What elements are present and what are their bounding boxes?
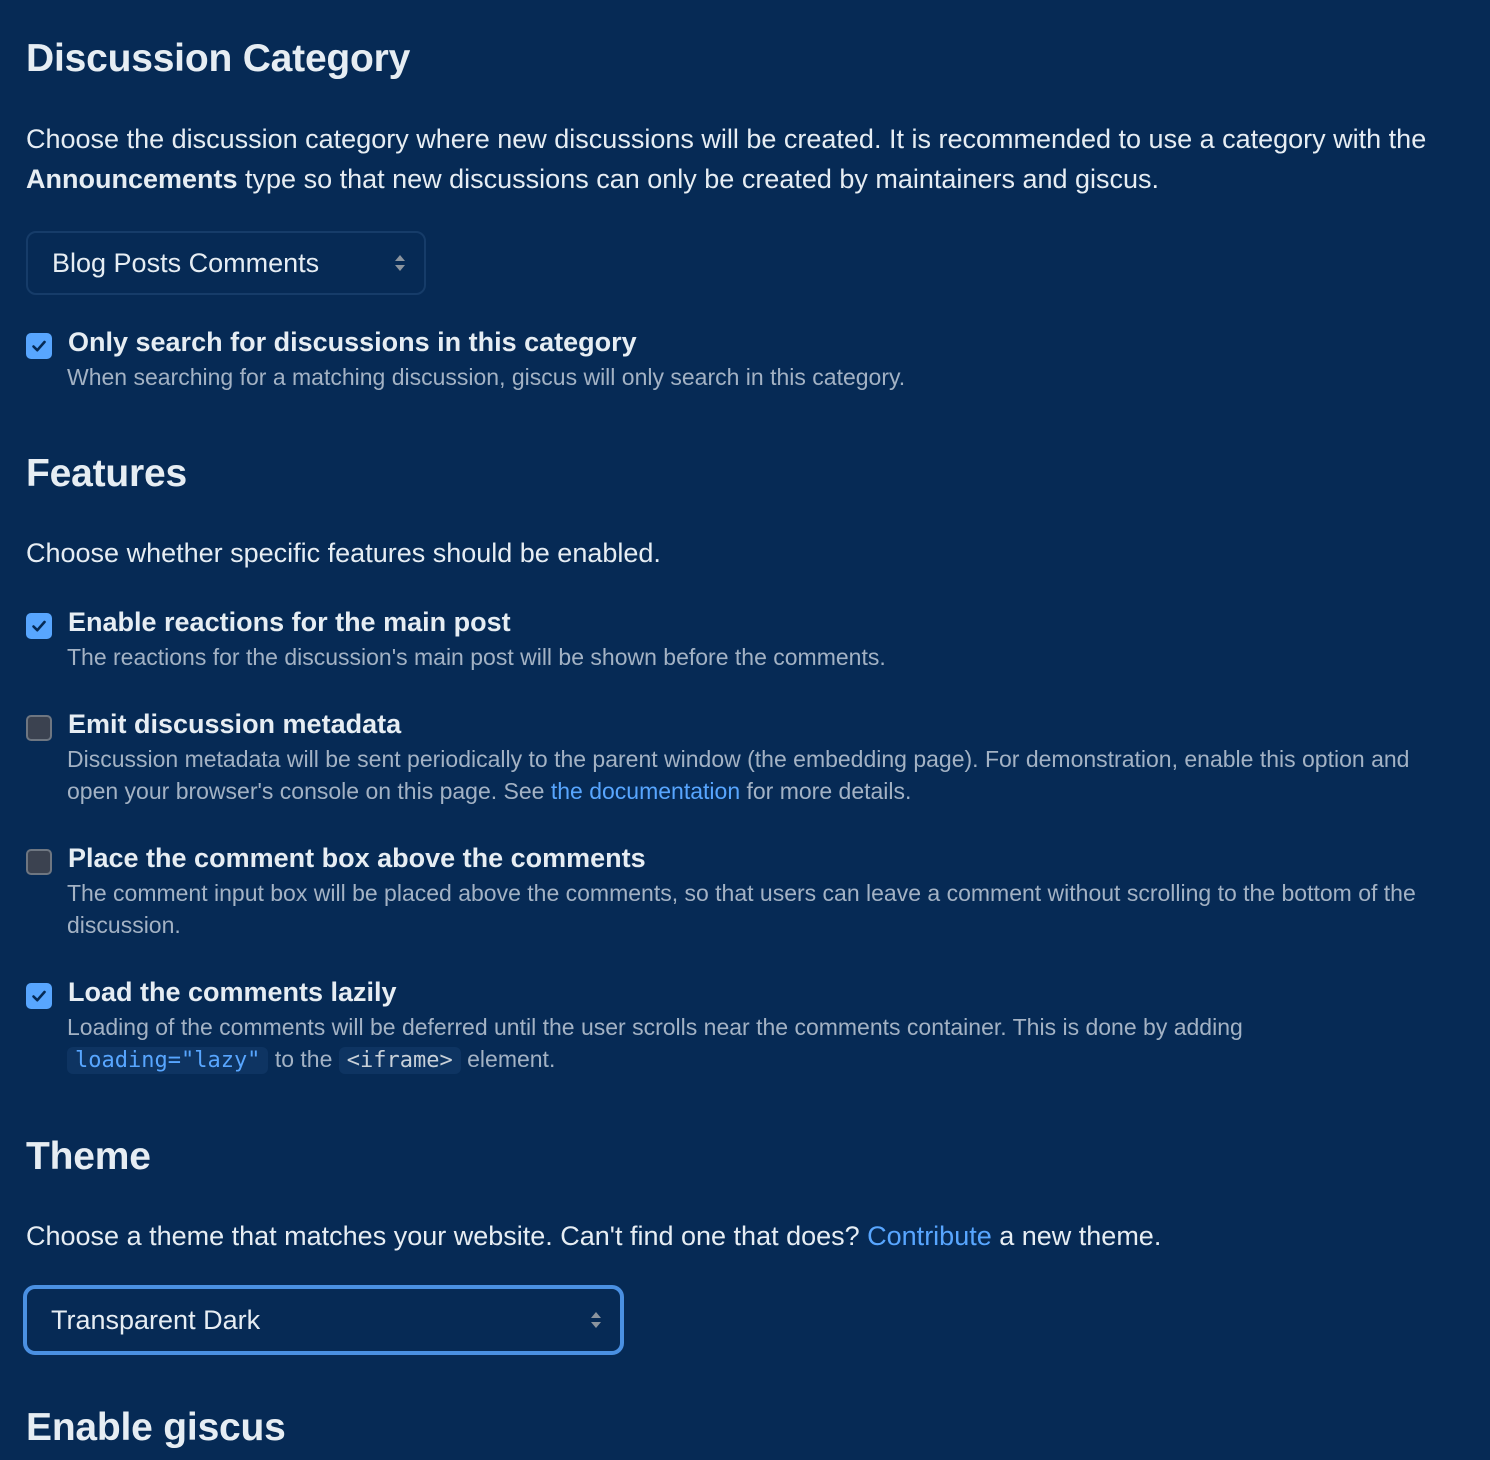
announcements-bold: Announcements [26, 164, 238, 194]
loading-lazy-code: loading="lazy" [67, 1047, 268, 1074]
strict-category-checkbox[interactable] [26, 333, 52, 359]
lazy-loading-label[interactable]: Load the comments lazily [68, 977, 397, 1007]
input-position-description: The comment input box will be placed above the comments, so that users can leave a comment without scrolling to the bottom of the discussion. [67, 880, 1416, 938]
metadata-checkbox[interactable] [26, 715, 52, 741]
strict-category-label[interactable]: Only search for discussions in this category [68, 327, 637, 357]
discussion-category-intro: Choose the discussion category where new discussions will be created. It is recommended to use a category with the Announcements type so that new discussions can only be created by maintainers and giscus. [26, 124, 1427, 194]
enable-giscus-heading: Enable giscus [26, 1406, 286, 1449]
theme-heading: Theme [26, 1135, 151, 1178]
metadata-description: Discussion metadata will be sent periodically to the parent window (the embedding page). For demonstration, enable this option and open your browser's console on this page. See the documentation for more details. [67, 746, 1410, 804]
documentation-link[interactable]: the documentation [550, 778, 741, 804]
category-select[interactable] [26, 231, 426, 295]
category-select-value: Blog Posts Comments [52, 247, 320, 278]
features-heading: Features [26, 452, 187, 495]
reactions-checkbox[interactable] [26, 613, 52, 639]
theme-select-value: Transparent Dark [51, 1304, 261, 1335]
discussion-category-heading: Discussion Category [26, 37, 411, 80]
strict-category-description: When searching for a matching discussion, giscus will only search in this category. [67, 364, 906, 390]
metadata-label[interactable]: Emit discussion metadata [68, 709, 402, 739]
theme-intro: Choose a theme that matches your website. Can't find one that does? Contribute a new theme. [26, 1221, 1162, 1251]
chevron-up-down-icon [588, 1309, 604, 1331]
contribute-link[interactable]: Contribute [867, 1221, 992, 1251]
checkmark-icon [30, 337, 48, 355]
lazy-loading-description: Loading of the comments will be deferred until the user scrolls near the comments container. This is done by adding loading="lazy" to the <iframe> element. [67, 1014, 1243, 1073]
input-position-label[interactable]: Place the comment box above the comments [68, 843, 646, 873]
checkmark-icon [30, 617, 48, 635]
lazy-loading-checkbox[interactable] [26, 983, 52, 1009]
features-intro: Choose whether specific features should be enabled. [26, 538, 661, 568]
checkmark-icon [30, 987, 48, 1005]
input-position-checkbox[interactable] [26, 849, 52, 875]
iframe-code: <iframe> [339, 1047, 461, 1074]
theme-select[interactable] [23, 1285, 624, 1355]
chevron-up-down-icon [392, 252, 408, 274]
reactions-label[interactable]: Enable reactions for the main post [68, 607, 511, 637]
reactions-description: The reactions for the discussion's main post will be shown before the comments. [67, 644, 886, 670]
